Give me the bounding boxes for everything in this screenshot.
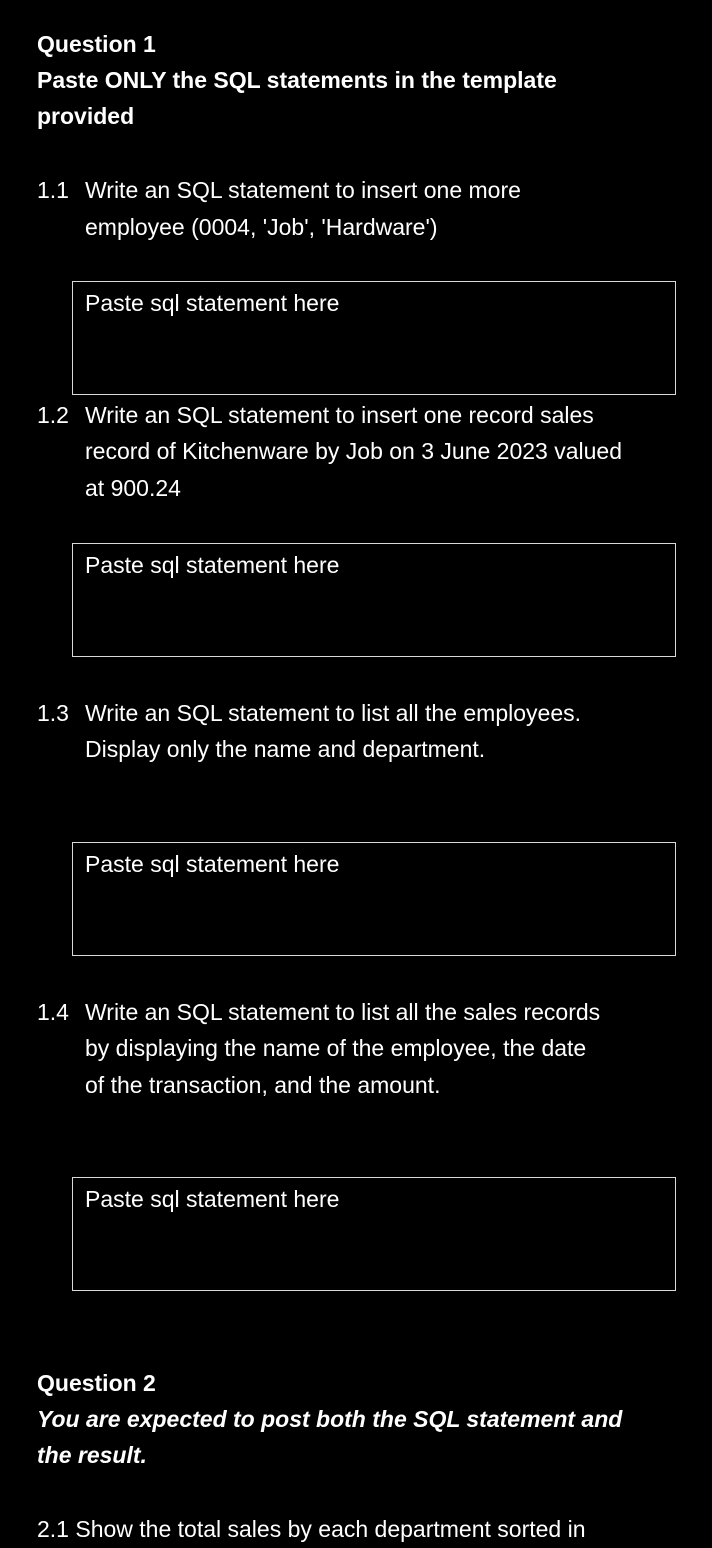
answer-box-1-2[interactable] xyxy=(72,543,676,657)
item-text-line: Write an SQL statement to insert one record sales xyxy=(85,402,594,428)
question-1-heading: Question 1 xyxy=(37,31,156,57)
item-text-line: at 900.24 xyxy=(85,475,181,501)
answer-box-1-3[interactable] xyxy=(72,842,676,956)
answer-placeholder: Paste sql statement here xyxy=(85,290,340,316)
item-text-line: by displaying the name of the employee, the date xyxy=(85,1035,587,1061)
answer-placeholder: Paste sql statement here xyxy=(85,1186,340,1212)
answer-box-1-1[interactable] xyxy=(72,281,676,395)
item-text-line: employee (0004, 'Job', 'Hardware') xyxy=(85,214,438,240)
item-text-line: Write an SQL statement to insert one more xyxy=(85,177,521,203)
item-text-line: record of Kitchenware by Job on 3 June 2023 valued xyxy=(85,438,623,464)
answer-box-1-4[interactable] xyxy=(72,1177,676,1291)
question-2-instruction-cont: the result. xyxy=(37,1442,147,1468)
answer-placeholder: Paste sql statement here xyxy=(85,552,340,578)
question-1-instruction: Paste ONLY the SQL statements in the template xyxy=(37,67,557,93)
item-text-line: Display only the name and department. xyxy=(85,736,486,762)
question-2-instruction: You are expected to post both the SQL statement and xyxy=(37,1406,623,1432)
question-1-instruction-cont: provided xyxy=(37,103,135,129)
item-number: 1.4 xyxy=(37,999,69,1025)
item-text-line: Write an SQL statement to list all the employees. xyxy=(85,700,582,726)
item-text-line: Write an SQL statement to list all the sales records xyxy=(85,999,601,1025)
item-text-line: of the transaction, and the amount. xyxy=(85,1072,441,1098)
answer-placeholder: Paste sql statement here xyxy=(85,851,340,877)
question-2-heading: Question 2 xyxy=(37,1370,156,1396)
item-number: 1.1 xyxy=(37,177,69,203)
item-number: 1.2 xyxy=(37,402,69,428)
item-number: 1.3 xyxy=(37,700,69,726)
item-2-1-text: 2.1 Show the total sales by each department sorted in xyxy=(37,1516,586,1542)
